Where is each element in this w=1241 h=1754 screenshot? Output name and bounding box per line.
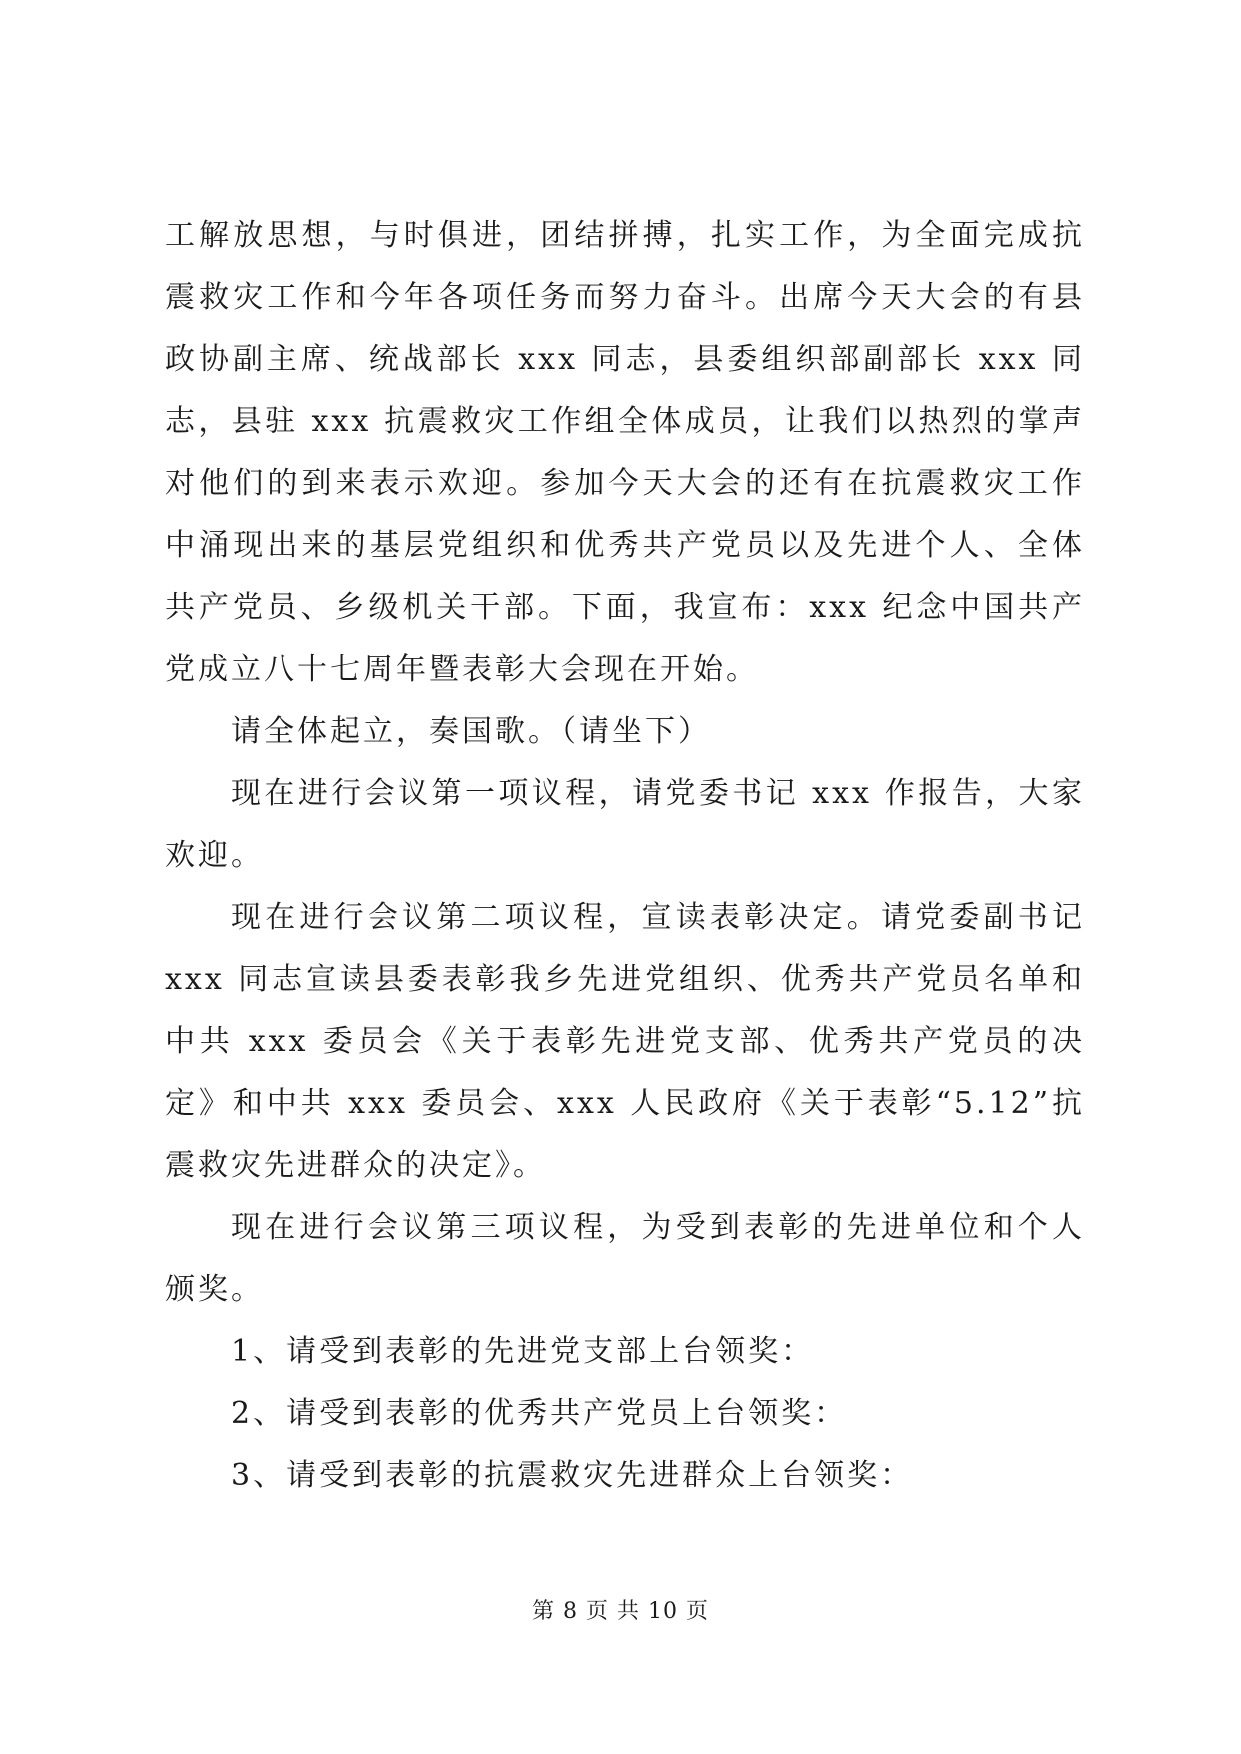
list-item-award-2: 2、请受到表彰的优秀共产党员上台领奖： — [231, 1396, 848, 1431]
paragraph-agenda-item-1: 现在进行会议第一项议程，请党委书记 xxx 作报告，大家欢迎。 — [165, 776, 1085, 873]
paragraph-agenda-item-2: 现在进行会议第二项议程，宣读表彰决定。请党委副书记 xxx 同志宣读县委表彰我乡先进党组织、优秀共产党员名单和中共 xxx 委员会《关于表彰先进党支部、优秀共产党员的决定》和中共 xxx 委员会、xxx 人民政府《关于表彰“5.12”抗震救灾先进群众的决定》。 — [165, 900, 1085, 1183]
list-item-award-1: 1、请受到表彰的先进党支部上台领奖： — [231, 1334, 815, 1369]
document-body — [165, 205, 1085, 1507]
paragraph-agenda-item-3: 现在进行会议第三项议程，为受到表彰的先进单位和个人颁奖。 — [165, 1210, 1085, 1307]
page-number-footer: 第 8 页 共 10 页 — [532, 1599, 709, 1624]
list-item-award-3: 3、请受到表彰的抗震救灾先进群众上台领奖： — [231, 1458, 914, 1493]
paragraph-continuation: 工解放思想，与时俱进，团结拼搏，扎实工作，为全面完成抗震救灾工作和今年各项任务而努力奋斗。出席今天大会的有县政协副主席、统战部长 xxx 同志，县委组织部副部长 xxx 同志，县驻 xxx 抗震救灾工作组全体成员，让我们以热烈的掌声对他们的到来表示欢迎。参加今天大会的还有在抗震救灾工作中涌现出来的基层党组织和优秀共产党员以及先进个人、全体共产党员、乡级机关干部。下面，我宣布：xxx 纪念中国共产党成立八十七周年暨表彰大会现在开始。 — [165, 218, 1085, 687]
paragraph-national-anthem: 请全体起立，奏国歌。（请坐下） — [231, 714, 711, 749]
